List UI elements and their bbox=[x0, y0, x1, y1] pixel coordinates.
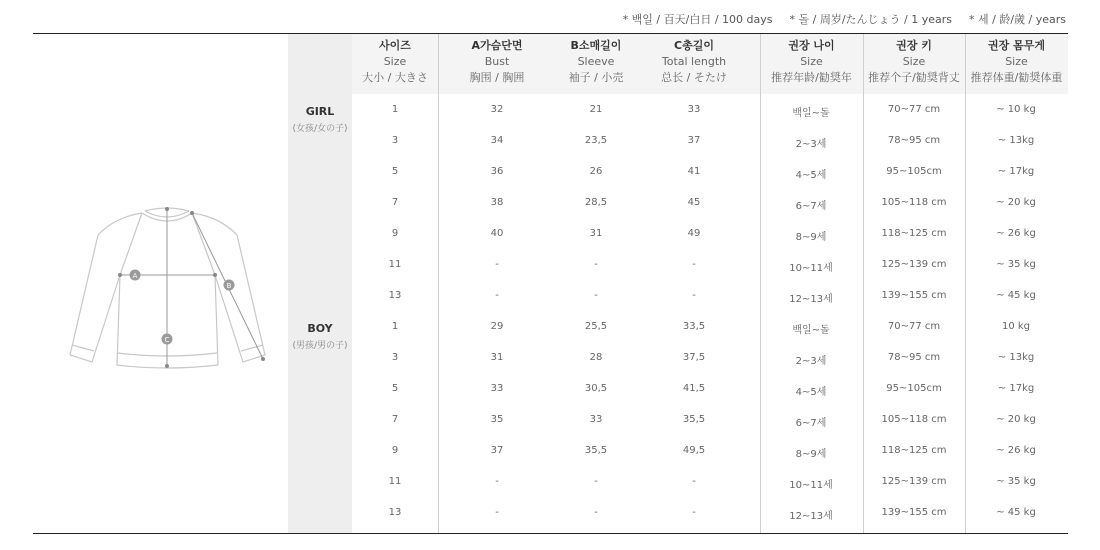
cell-size: 9 bbox=[391, 228, 399, 239]
cell-weight: ~ 35 kg bbox=[996, 259, 1036, 270]
cell-total-length: 41 bbox=[687, 166, 701, 177]
group-girl-label: GIRL bbox=[305, 105, 335, 118]
cell-sleeve: 21 bbox=[589, 104, 603, 115]
cell-size: 7 bbox=[391, 197, 399, 208]
legend-item-100-days: * 백일 / 百天/白日 / 100 days bbox=[622, 13, 773, 26]
cell-height: 139~155 cm bbox=[881, 507, 947, 518]
cell-total-length: - bbox=[692, 476, 696, 487]
cell-bust: 29 bbox=[490, 321, 504, 332]
cell-bust: - bbox=[495, 476, 499, 487]
cell-sleeve: 35,5 bbox=[584, 445, 608, 456]
cell-age: 10~11세 bbox=[789, 263, 833, 274]
cell-bust: 31 bbox=[490, 352, 504, 363]
cell-weight: ~ 10 kg bbox=[996, 104, 1036, 115]
cell-age: 백일~돌 bbox=[792, 325, 830, 336]
cell-weight: ~ 26 kg bbox=[996, 445, 1036, 456]
group-boy-sublabel: (男孩/男の子) bbox=[292, 341, 348, 351]
cell-size: 9 bbox=[391, 445, 399, 456]
header-sleeve: B소매길이 Sleeve 袖子 / 小売 bbox=[568, 39, 624, 84]
svg-text:A: A bbox=[132, 272, 138, 280]
cell-sleeve: 28,5 bbox=[584, 197, 608, 208]
cell-sleeve: 30,5 bbox=[584, 383, 608, 394]
cell-bust: - bbox=[495, 290, 499, 301]
cell-bust: - bbox=[495, 259, 499, 270]
cell-sleeve: - bbox=[594, 476, 598, 487]
cell-total-length: - bbox=[692, 259, 696, 270]
cell-age: 2~3세 bbox=[795, 139, 827, 150]
cell-weight: 10 kg bbox=[1001, 321, 1031, 332]
cell-total-length: 45 bbox=[687, 197, 701, 208]
cell-height: 78~95 cm bbox=[887, 135, 941, 146]
cell-weight: ~ 20 kg bbox=[996, 414, 1036, 425]
group-boy-label: BOY bbox=[307, 322, 333, 335]
cell-weight: ~ 20 kg bbox=[996, 197, 1036, 208]
cell-bust: 34 bbox=[490, 135, 504, 146]
cell-weight: ~ 13kg bbox=[997, 352, 1035, 363]
cell-height: 125~139 cm bbox=[881, 259, 947, 270]
cell-height: 78~95 cm bbox=[887, 352, 941, 363]
cell-size: 5 bbox=[391, 166, 399, 177]
cell-sleeve: 31 bbox=[589, 228, 603, 239]
cell-age: 4~5세 bbox=[795, 387, 827, 398]
cell-weight: ~ 17kg bbox=[997, 383, 1035, 394]
cell-age: 6~7세 bbox=[795, 418, 827, 429]
cell-size: 13 bbox=[388, 507, 402, 518]
svg-text:C: C bbox=[164, 336, 170, 344]
header-bust: A가슴단면 Bust 胸围 / 胸囲 bbox=[469, 39, 525, 84]
cell-sleeve: 23,5 bbox=[584, 135, 608, 146]
cell-age: 백일~돌 bbox=[792, 108, 830, 119]
cell-age: 8~9세 bbox=[795, 232, 827, 243]
cell-size: 1 bbox=[391, 321, 399, 332]
cell-weight: ~ 26 kg bbox=[996, 228, 1036, 239]
cell-sleeve: 26 bbox=[589, 166, 603, 177]
cell-age: 10~11세 bbox=[789, 480, 833, 491]
group-boy bbox=[288, 322, 352, 351]
cell-sleeve: - bbox=[594, 290, 598, 301]
cell-total-length: 49,5 bbox=[682, 445, 706, 456]
cell-total-length: - bbox=[692, 507, 696, 518]
cell-bust: - bbox=[495, 507, 499, 518]
cell-age: 12~13세 bbox=[789, 511, 833, 522]
cell-total-length: 35,5 bbox=[682, 414, 706, 425]
cell-bust: 40 bbox=[490, 228, 504, 239]
sweater-measurement-illustration bbox=[60, 195, 275, 380]
cell-weight: ~ 35 kg bbox=[996, 476, 1036, 487]
cell-total-length: 33 bbox=[687, 104, 701, 115]
cell-total-length: 41,5 bbox=[682, 383, 706, 394]
measure-label-b bbox=[224, 280, 235, 291]
cell-height: 105~118 cm bbox=[881, 414, 947, 425]
cell-sleeve: 28 bbox=[589, 352, 603, 363]
cell-height: 70~77 cm bbox=[887, 321, 941, 332]
cell-bust: 38 bbox=[490, 197, 504, 208]
cell-bust: 36 bbox=[490, 166, 504, 177]
cell-age: 12~13세 bbox=[789, 294, 833, 305]
cell-height: 70~77 cm bbox=[887, 104, 941, 115]
cell-sleeve: - bbox=[594, 507, 598, 518]
cell-bust: 32 bbox=[490, 104, 504, 115]
group-girl bbox=[288, 105, 352, 134]
cell-size: 7 bbox=[391, 414, 399, 425]
header-recommended-height: 권장 키 Size 推荐个子/勧奨背丈 bbox=[868, 39, 960, 84]
cell-size: 5 bbox=[391, 383, 399, 394]
header-recommended-weight: 권장 몸무게 Size 推荐体重/勧奨体重 bbox=[970, 39, 1063, 84]
cell-size: 3 bbox=[391, 135, 399, 146]
group-girl-sublabel: (女孩/女の子) bbox=[292, 124, 348, 134]
cell-bust: 37 bbox=[490, 445, 504, 456]
cell-bust: 33 bbox=[490, 383, 504, 394]
cell-total-length: 33,5 bbox=[682, 321, 706, 332]
legend-item-1-year: * 돌 / 周岁/たんじょう / 1 years bbox=[789, 13, 952, 26]
cell-height: 118~125 cm bbox=[881, 445, 947, 456]
header-total-length: C총길이 Total length 总长 / そたけ bbox=[661, 39, 727, 84]
bottom-rule bbox=[33, 533, 1068, 534]
svg-text:B: B bbox=[226, 282, 232, 290]
cell-age: 2~3세 bbox=[795, 356, 827, 367]
cell-size: 11 bbox=[388, 476, 402, 487]
cell-height: 118~125 cm bbox=[881, 228, 947, 239]
cell-sleeve: 33 bbox=[589, 414, 603, 425]
legend bbox=[623, 11, 1066, 27]
legend-item-years: * 세 / 龄/歲 / years bbox=[969, 13, 1066, 26]
cell-sleeve: 25,5 bbox=[584, 321, 608, 332]
measure-label-c bbox=[162, 334, 173, 345]
header-size: 사이즈 Size 大小 / 大きさ bbox=[362, 39, 428, 84]
header-recommended-age: 권장 나이 Size 推荐年龄/勧奨年 bbox=[771, 39, 852, 84]
cell-height: 95~105cm bbox=[886, 166, 942, 177]
measure-label-a bbox=[130, 270, 141, 281]
cell-total-length: - bbox=[692, 290, 696, 301]
cell-weight: ~ 45 kg bbox=[996, 507, 1036, 518]
cell-weight: ~ 13kg bbox=[997, 135, 1035, 146]
cell-weight: ~ 45 kg bbox=[996, 290, 1036, 301]
cell-sleeve: - bbox=[594, 259, 598, 270]
cell-height: 125~139 cm bbox=[881, 476, 947, 487]
cell-total-length: 37,5 bbox=[682, 352, 706, 363]
cell-height: 105~118 cm bbox=[881, 197, 947, 208]
cell-weight: ~ 17kg bbox=[997, 166, 1035, 177]
cell-age: 4~5세 bbox=[795, 170, 827, 181]
cell-height: 139~155 cm bbox=[881, 290, 947, 301]
cell-bust: 35 bbox=[490, 414, 504, 425]
cell-size: 13 bbox=[388, 290, 402, 301]
cell-height: 95~105cm bbox=[886, 383, 942, 394]
cell-total-length: 49 bbox=[687, 228, 701, 239]
cell-total-length: 37 bbox=[687, 135, 701, 146]
cell-size: 3 bbox=[391, 352, 399, 363]
cell-size: 1 bbox=[391, 104, 399, 115]
cell-age: 6~7세 bbox=[795, 201, 827, 212]
cell-size: 11 bbox=[388, 259, 402, 270]
cell-age: 8~9세 bbox=[795, 449, 827, 460]
